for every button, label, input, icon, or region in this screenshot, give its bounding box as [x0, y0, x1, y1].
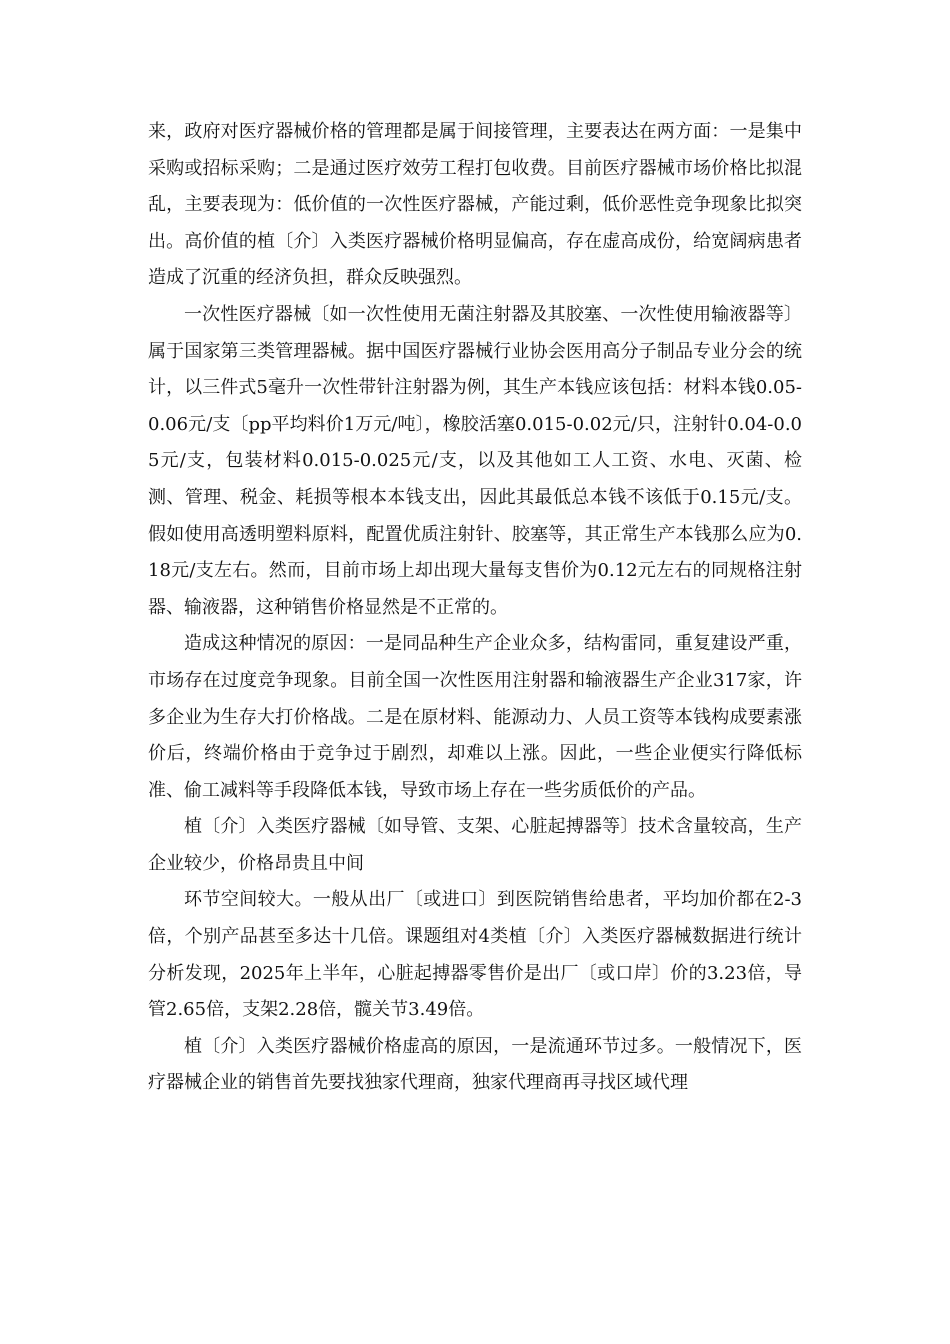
paragraph-5: 环节空间较大。一般从出厂〔或进口〕到医院销售给患者，平均加价都在2-3倍，个别产品甚至多达十几倍。课题组对4类植〔介〕入类医疗器械数据进行统计分析发现，2025年上半年，心脏起搏器零售价是出厂〔或口岸〕价的3.23倍，导管2.65倍，支架2.28倍，髋关节3.49倍。 — [148, 889, 802, 1021]
document-body — [148, 114, 802, 1102]
paragraph-2: 一次性医疗器械〔如一次性使用无菌注射器及其胶塞、一次性使用输液器等〕属于国家第三类管理器械。据中国医疗器械行业协会医用高分子制品专业分会的统计，以三件式5毫升一次性带针注射器为例，其生产本钱应该包括：材料本钱0.05-0.06元/支〔pp平均料价1万元/吨〕，橡胶活塞0.015-0.02元/只，注射针0.04-0.05元/支，包装材料0.015-0.025元/支，以及其他如工人工资、水电、灭菌、检测、管理、税金、耗损等根本本钱支出，因此其最低总本钱不该低于0.15元/支。假如使用高透明塑料原料，配置优质注射针、胶塞等，其正常生产本钱那么应为0.18元/支左右。然而，目前市场上却出现大量每支售价为0.12元左右的同规格注射器、输液器，这种销售价格显然是不正常的。 — [148, 303, 802, 618]
paragraph-6: 植〔介〕入类医疗器械价格虚高的原因，一是流通环节过多。一般情况下，医疗器械企业的销售首先要找独家代理商，独家代理商再寻找区域代理 — [148, 1035, 802, 1094]
paragraph-4: 植〔介〕入类医疗器械〔如导管、支架、心脏起搏器等〕技术含量较高，生产企业较少，价格昂贵且中间 — [148, 816, 802, 874]
paragraph-1: 来，政府对医疗器械价格的管理都是属于间接管理，主要表达在两方面：一是集中采购或招标采购；二是通过医疗效劳工程打包收费。目前医疗器械市场价格比拟混乱，主要表现为：低价值的一次性医疗器械，产能过剩，低价恶性竞争现象比拟突出。高价值的植〔介〕入类医疗器械价格明显偏高，存在虚高成份，给宽阔病患者造成了沉重的经济负担，群众反映强烈。 — [148, 121, 802, 289]
paragraph-3: 造成这种情况的原因：一是同品种生产企业众多，结构雷同，重复建设严重，市场存在过度竞争现象。目前全国一次性医用注射器和输液器生产企业317家，许多企业为生存大打价格战。二是在原材料、能源动力、人员工资等本钱构成要素涨价后，终端价格由于竞争过于剧烈，却难以上涨。因此，一些企业便实行降低标准、偷工减料等手段降低本钱，导致市场上存在一些劣质低价的产品。 — [148, 633, 802, 801]
